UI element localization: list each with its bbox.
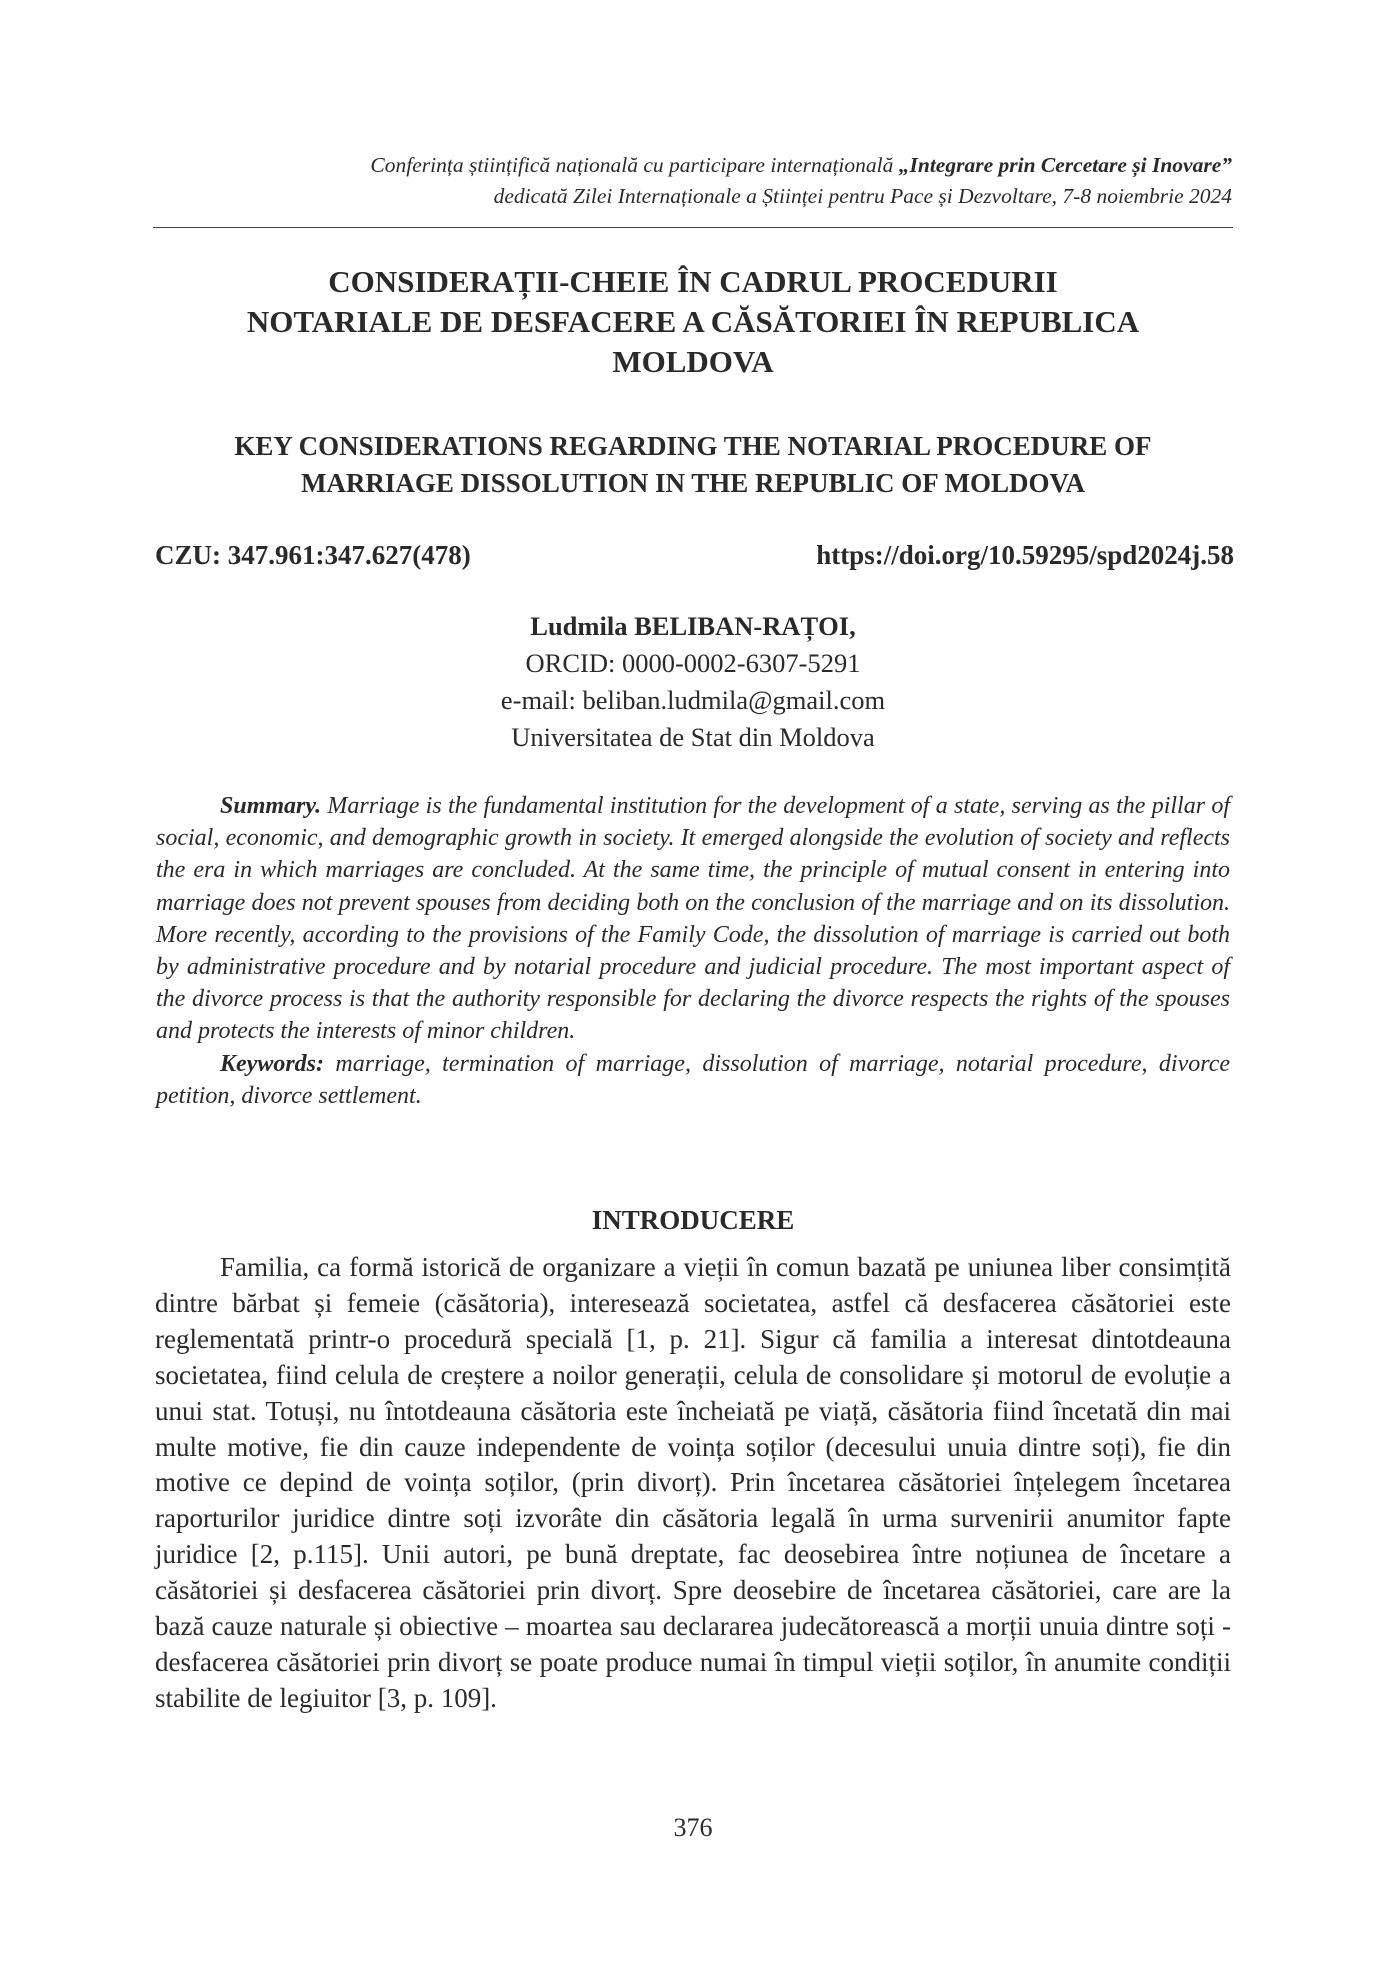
section-heading-introducere: INTRODUCERE — [591, 1205, 795, 1235]
title-en-line: KEY CONSIDERATIONS REGARDING THE NOTARIAL PROCEDURE OF — [234, 431, 1152, 461]
doi-link[interactable]: https://doi.org/10.59295/spd2024j.58 — [816, 540, 1234, 570]
summary-label: Summary. — [220, 793, 322, 819]
title-ro-line: MOLDOVA — [612, 344, 774, 379]
header-line-1 — [150, 150, 1232, 181]
author-affiliation: Universitatea de Stat din Moldova — [511, 722, 875, 752]
header-line-2: dedicată Zilei Internaționale a Științei pentru Pace și Dezvoltare, 7-8 noiembrie 2024 — [493, 184, 1232, 208]
paper-title-ro — [150, 262, 1236, 382]
body-paragraph: Familia, ca formă istorică de organizare a vieții în comun bazată pe uniunea liber consimțită dintre bărbat și femeie (căsătoria), interesează societatea, astfel că desfacerea căsătoriei este reglementată printr-o procedură specială [1, p. 21]. Sigur că familia a interesat dintotdeauna societatea, fiind celula de creștere a noilor generații, celula de consolidare și motorul de evoluție a unui stat. Totuși, nu întotdeauna căsătoria este încheiată pe viață, căsătoria fiind încetată din mai multe motive, fie din cauze independente de voința soților (decesului unuia dintre soți), fie din motive ce depind de voința soților, (prin divorț). Prin încetarea căsătoriei înțelegem încetarea raporturilor juridice dintre soți izvorâte din căsătoria legală în urma survenirii anumitor fapte juridice [2, p.115]. Unii autori, pe bună dreptate, fac deosebirea între noțiunea de încetare a căsătoriei și desfacerea căsătoriei prin divorț. Spre deosebire de încetarea căsătoriei, care are la bază cauze naturale și obiective – moartea sau declararea judecătorească a morții unuia dintre soți - desfacerea căsătoriei prin divorț se poate produce numai în timpul vieții soților, în anumite condiții stabilite de legiuitor [3, p. 109]. — [155, 1252, 1231, 1713]
header-divider — [153, 227, 1233, 228]
conference-title: „Integrare prin Cercetare și Inovare” — [898, 153, 1232, 177]
author-name: Ludmila BELIBAN-RAȚOI, — [530, 611, 856, 641]
keywords-paragraph — [156, 1048, 1230, 1112]
introduction-body — [155, 1250, 1231, 1717]
summary-paragraph — [156, 790, 1230, 1048]
page-number: 376 — [673, 1813, 713, 1842]
title-ro-line: CONSIDERAȚII-CHEIE ÎN CADRUL PROCEDURII — [328, 264, 1058, 299]
header-prefix: Conferința științifică națională cu participare internațională — [370, 153, 899, 177]
conference-header — [150, 150, 1232, 212]
title-ro-line: NOTARIALE DE DESFACERE A CĂSĂTORIEI ÎN REPUBLICA — [246, 304, 1140, 339]
author-email[interactable]: e-mail: beliban.ludmila@gmail.com — [500, 685, 886, 715]
title-en-line: MARRIAGE DISSOLUTION IN THE REPUBLIC OF MOLDOVA — [300, 468, 1086, 498]
author-orcid: ORCID: 0000-0002-6307-5291 — [525, 648, 861, 678]
keywords-text: marriage, termination of marriage, dissolution of marriage, notarial procedure, divorce petition, divorce settlement. — [156, 1050, 1230, 1109]
summary-text: Marriage is the fundamental institution for the development of a state, serving as the pillar of social, economic, and demographic growth in society. It emerged alongside the evolution of society and reflects the era in which marriages are concluded. At the same time, the principle of mutual consent in entering into marriage does not prevent spouses from deciding both on the conclusion of the marriage and on its dissolution. More recently, according to the provisions of the Family Code, the dissolution of marriage is carried out both by administrative procedure and by notarial procedure and judicial procedure. The most important aspect of the divorce process is that the authority responsible for declaring the divorce respects the rights of the spouses and protects the interests of minor children. — [156, 793, 1230, 1045]
author-block — [150, 608, 1236, 756]
czu-code: CZU: 347.961:347.627(478) — [155, 540, 471, 570]
keywords-label: Keywords: — [220, 1050, 324, 1077]
abstract — [156, 790, 1230, 1112]
paper-title-en — [150, 428, 1236, 502]
